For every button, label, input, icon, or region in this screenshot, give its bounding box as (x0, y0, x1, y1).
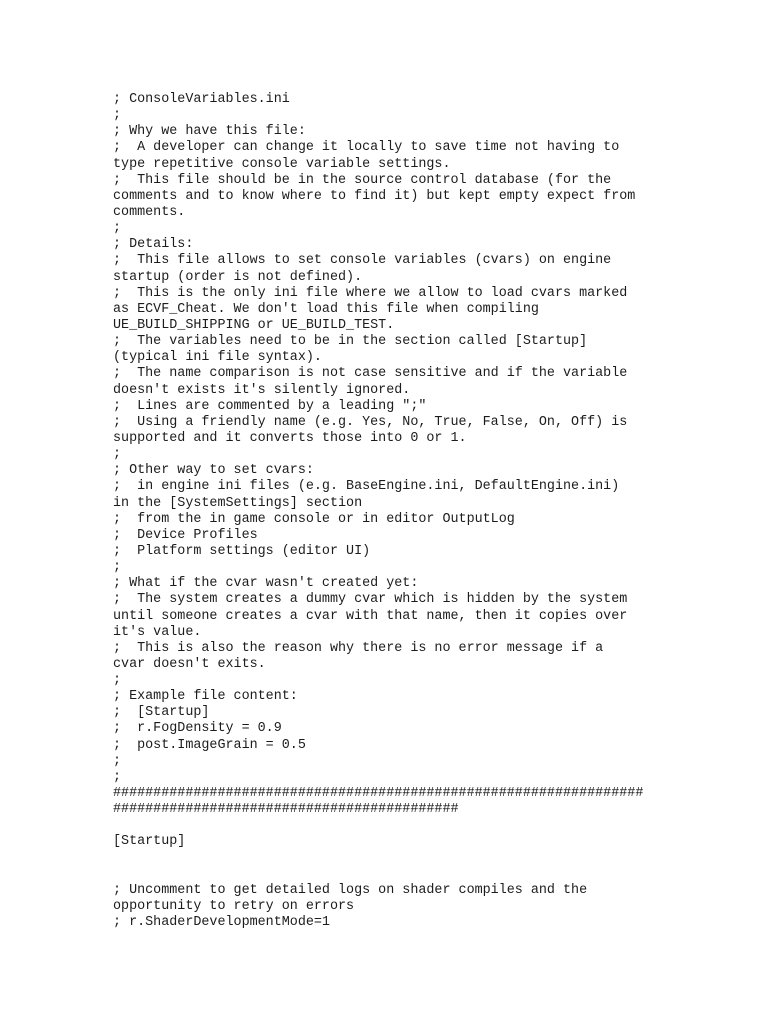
document-line: supported and it converts those into 0 or 1. (113, 430, 467, 446)
document-line: startup (order is not defined). (113, 269, 363, 285)
document-line: ################################################################## (113, 786, 644, 802)
document-line (113, 851, 658, 867)
document-line: ; Platform settings (editor UI) (113, 543, 371, 559)
config-file-text (113, 92, 658, 931)
document-line: in the [SystemSettings] section (113, 495, 363, 511)
document-line: ; in engine ini files (e.g. BaseEngine.ini, DefaultEngine.ini) (113, 479, 620, 495)
document-line: ; This file allows to set console variables (cvars) on engine (113, 253, 612, 269)
document-line: ; from the in game console or in editor OutputLog (113, 511, 515, 527)
document-line: type repetitive console variable settings. (113, 156, 451, 172)
document-line: ; (113, 753, 122, 769)
document-line: it's value. (113, 624, 202, 640)
document-line: ; ConsoleVariables.ini (113, 92, 290, 107)
document-line: ; The name comparison is not case sensitive and if the variable (113, 366, 628, 382)
document-line: doesn't exists it's silently ignored. (113, 382, 411, 398)
document-line: ; This is the only ini file where we allow to load cvars marked (113, 285, 628, 301)
document-line: ; (113, 769, 122, 785)
document-line: comments. (113, 204, 186, 220)
document-line: ; Details: (113, 237, 194, 253)
document-line: ; (113, 108, 122, 124)
document-line: ; (113, 560, 122, 576)
document-line: ; post.ImageGrain = 0.5 (113, 737, 306, 753)
document-line: ; Example file content: (113, 689, 298, 705)
document-line: as ECVF_Cheat. We don't load this file when compiling (113, 301, 539, 317)
document-line: ; (113, 221, 122, 237)
document-line: (typical ini file syntax). (113, 350, 322, 366)
document-line: ; This file should be in the source control database (for the (113, 172, 612, 188)
document-line: ; Device Profiles (113, 527, 258, 543)
document-line: ; What if the cvar wasn't created yet: (113, 576, 419, 592)
document-line: ; The variables need to be in the section called [Startup] (113, 334, 588, 350)
document-line: ; [Startup] (113, 705, 210, 721)
document-line: ; This is also the reason why there is no error message if a (113, 640, 604, 656)
document-line: ; The system creates a dummy cvar which is hidden by the system (113, 592, 628, 608)
document-line: ; (113, 447, 122, 463)
document-line: ; A developer can change it locally to save time not having to (113, 140, 620, 156)
document-line: ; Other way to set cvars: (113, 463, 314, 479)
document-line: comments and to know where to find it) but kept empty expect from (113, 188, 636, 204)
document-line: ; r.ShaderDevelopmentMode=1 (113, 915, 330, 931)
document-line: ; Using a friendly name (e.g. Yes, No, True, False, On, Off) is (113, 414, 628, 430)
document-line: ; (113, 673, 122, 689)
document-line: UE_BUILD_SHIPPING or UE_BUILD_TEST. (113, 317, 395, 333)
document-line: ; Lines are commented by a leading ";" (113, 398, 427, 414)
document-line (113, 818, 658, 834)
document-line (113, 867, 658, 883)
document-line: opportunity to retry on errors (113, 899, 355, 915)
document-line: ; r.FogDensity = 0.9 (113, 721, 282, 737)
document-line: ########################################### (113, 802, 459, 818)
document-line: ; Why we have this file: (113, 124, 306, 140)
document-line: ; Uncomment to get detailed logs on shader compiles and the (113, 882, 588, 898)
document-line: until someone creates a cvar with that name, then it copies over (113, 608, 628, 624)
document-line: cvar doesn't exits. (113, 656, 266, 672)
document-line: [Startup] (113, 834, 186, 850)
